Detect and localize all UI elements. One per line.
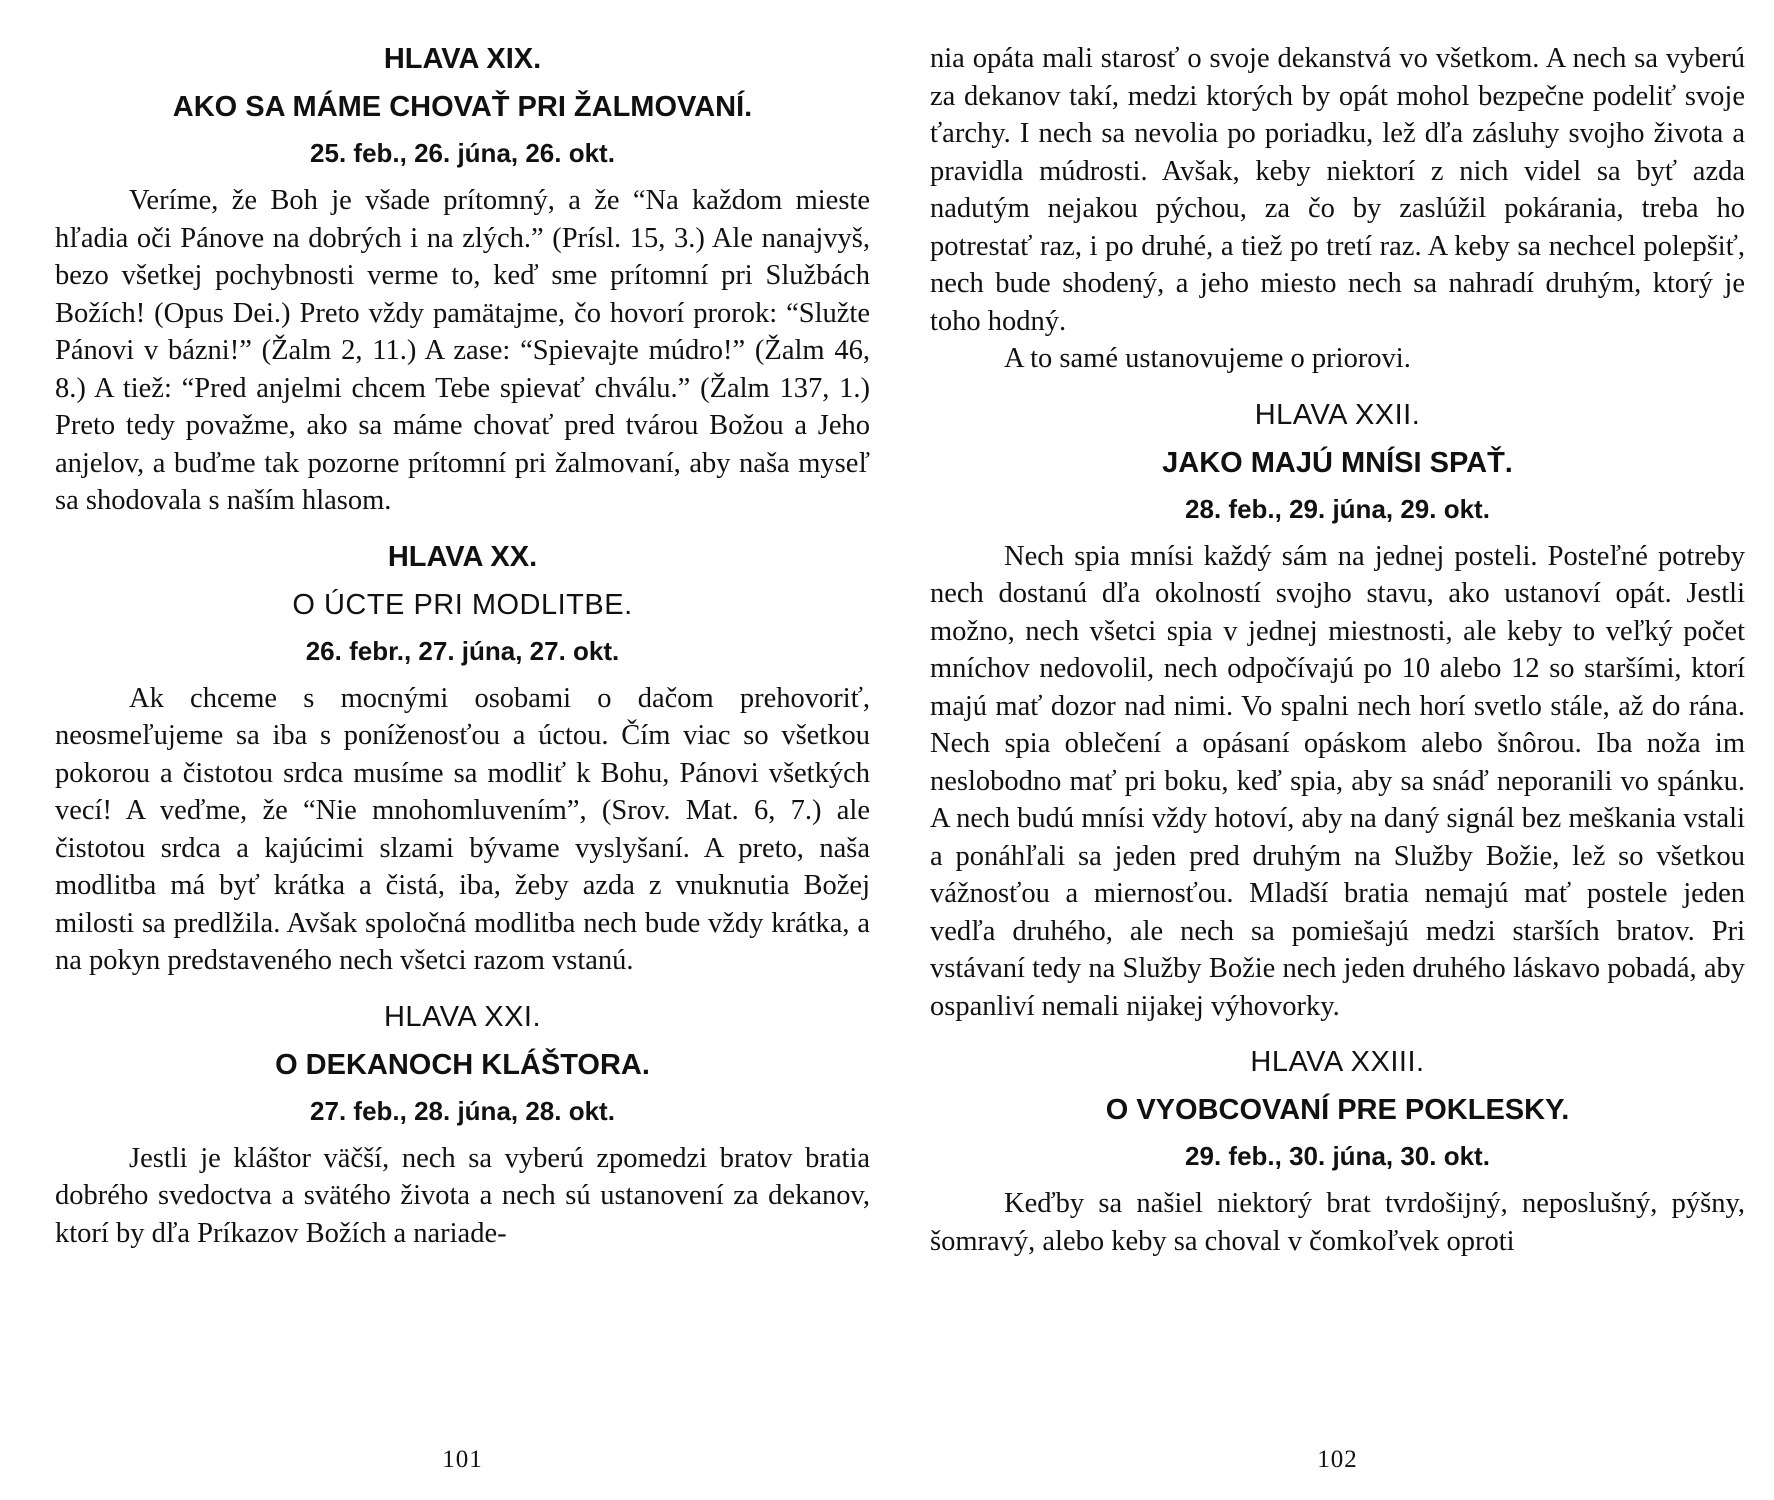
- chapter-title: O ÚCTE PRI MODLITBE.: [292, 588, 633, 621]
- chapter-text: Jestli je kláštor väčší, nech sa vyberú zpomedzi bratov bratia dobrého svedoctva a svätého života a nech sú ustanovení za dekanov, ktorí by dľa Príkazov Božích a nariade-: [55, 1142, 870, 1249]
- chapter-title: O DEKANOCH KLÁŠTORA.: [275, 1048, 650, 1081]
- chapter-text-continued: nia opáta mali starosť o svoje dekanstvá vo všetkom. A nech sa vyberú za dekanov takí, medzi ktorých by opát mohol bezpečne podeliť svoje ťarchy. I nech sa nevolia po poriadku, lež dľa zásluhy svojho života a pravidla múdrosti. Avšak, keby niektorí z nich videl sa byť azda nadutým nejakou pýchou, za čo by zaslúžil pokárania, treba ho potrestať raz, i po druhé, a tiež po tretí raz. A keby sa nechcel polepšiť, nech bude shodený, a jeho miesto nech sa nahradí druhým, ktorý je toho hodný.: [930, 43, 1745, 337]
- chapter-19: [55, 40, 870, 520]
- chapter-title: AKO SA MÁME CHOVAŤ PRI ŽALMOVANÍ.: [172, 91, 753, 123]
- right-page: [930, 40, 1745, 1260]
- chapter-heading: HLAVA XX.: [387, 540, 538, 573]
- chapter-heading: HLAVA XXII.: [1254, 398, 1421, 431]
- chapter-title: JAKO MAJÚ MNÍSI SPAŤ.: [1162, 446, 1513, 479]
- chapter-dates: 29. feb., 30. júna, 30. okt.: [1185, 1141, 1490, 1171]
- chapter-dates: 27. feb., 28. júna, 28. okt.: [310, 1095, 615, 1126]
- chapter-dates: 26. febr., 27. júna, 27. okt.: [305, 635, 620, 666]
- chapter-dates: 25. feb., 26. júna, 26. okt.: [310, 138, 615, 168]
- chapter-heading: HLAVA XXIII.: [1250, 1046, 1425, 1078]
- chapter-title: O VYOBCOVANÍ PRE POKLESKY.: [1105, 1094, 1570, 1126]
- left-page: [55, 40, 870, 1252]
- chapter-22: [930, 396, 1745, 1026]
- chapter-text: Veríme, že Boh je všade prítomný, a že “Na každom mieste hľadia oči Pánove na dobrých i na zlých.” (Prísl. 15, 3.) Ale nanajvyš, bezo všetkej pochybnosti verme to, keď sme prítomní pri Službách Božích! (Opus Dei.) Preto vždy pamätajme, čo hovorí prorok: “Služte Pánovi v bázni!” (Žalm 2, 11.) A zase: “Spievajte múdro!” (Žalm 46, 8.) A tiež: “Pred anjelmi chcem Tebe spievať chválu.” (Žalm 137, 1.) Preto tedy považme, ako sa máme chovať pred tvárou Božou a Jeho anjelov, a buďme tak pozorne prítomní pri žalmovaní, aby naša myseľ sa shodovala s naším hlasom.: [55, 185, 870, 516]
- chapter-heading: HLAVA XIX.: [383, 43, 542, 75]
- chapter-dates: 28. feb., 29. júna, 29. okt.: [1185, 493, 1490, 524]
- chapter-20: [55, 538, 870, 980]
- chapter-23: [930, 1043, 1745, 1260]
- chapter-21: [55, 998, 870, 1253]
- chapter-heading: HLAVA XXI.: [383, 1000, 542, 1033]
- chapter-21-continued: [930, 40, 1745, 378]
- page-number-right: 102: [1317, 1446, 1358, 1473]
- chapter-text: Nech spia mnísi každý sám na jednej posteli. Posteľné potreby nech dostanú dľa okolností svojho stavu, ako ustanoví opát. Jestli možno, nech všetci spia v jednej miestnosti, ale keby to veľký počet mníchov nedovolil, nech odpočívajú po 10 alebo 12 so staršími, ktorí majú mať dozor nad nimi. Vo spalni nech horí svetlo stále, až do rána. Nech spia oblečení a opásaní opáskom alebo šnôrou. Iba noža im neslobodno mať pri boku, keď spia, aby sa snáď neporanili vo spánku. A nech budú mnísi vždy hotoví, aby na daný signál bez meškania vstali a ponáhľali sa jeden pred druhým na Služby Božie, lež so všetkou vážnosťou a miernosťou. Mladší bratia nemajú mať postele jeden vedľa druhého, ale nech sa pomiešajú medzi starších bratov. Pri vstávaní tedy na Služby Božie nech jeden druhého láskavo pobadá, aby ospanliví nemali nijakej výhovorky.: [930, 540, 1745, 1022]
- chapter-text-closing: A to samé ustanovujeme o priorovi.: [1004, 343, 1411, 374]
- chapter-text: Keďby sa našiel niektorý brat tvrdošijný, neposlušný, pýšny, šomravý, alebo keby sa choval v čomkoľvek oproti: [930, 1188, 1745, 1257]
- page-number-left: 101: [442, 1446, 483, 1473]
- chapter-text: Ak chceme s mocnými osobami o dačom prehovoriť, neosmeľujeme sa iba s poníženosťou a úctou. Čím viac so všetkou pokorou a čistotou srdca musíme sa modliť k Bohu, Pánovi všetkých vecí! A veďme, že “Nie mnohomluvením”, (Srov. Mat. 6, 7.) ale čistotou srdca a kajúcimi slzami bývame vyslyšaní. A preto, naša modlitba má byť krátka a čistá, iba, žeby azda z vnuknutia Božej milosti sa predlžila. Avšak spoločná modlitba nech bude vždy krátka, a na pokyn predstaveného nech všetci razom vstanú.: [55, 682, 870, 976]
